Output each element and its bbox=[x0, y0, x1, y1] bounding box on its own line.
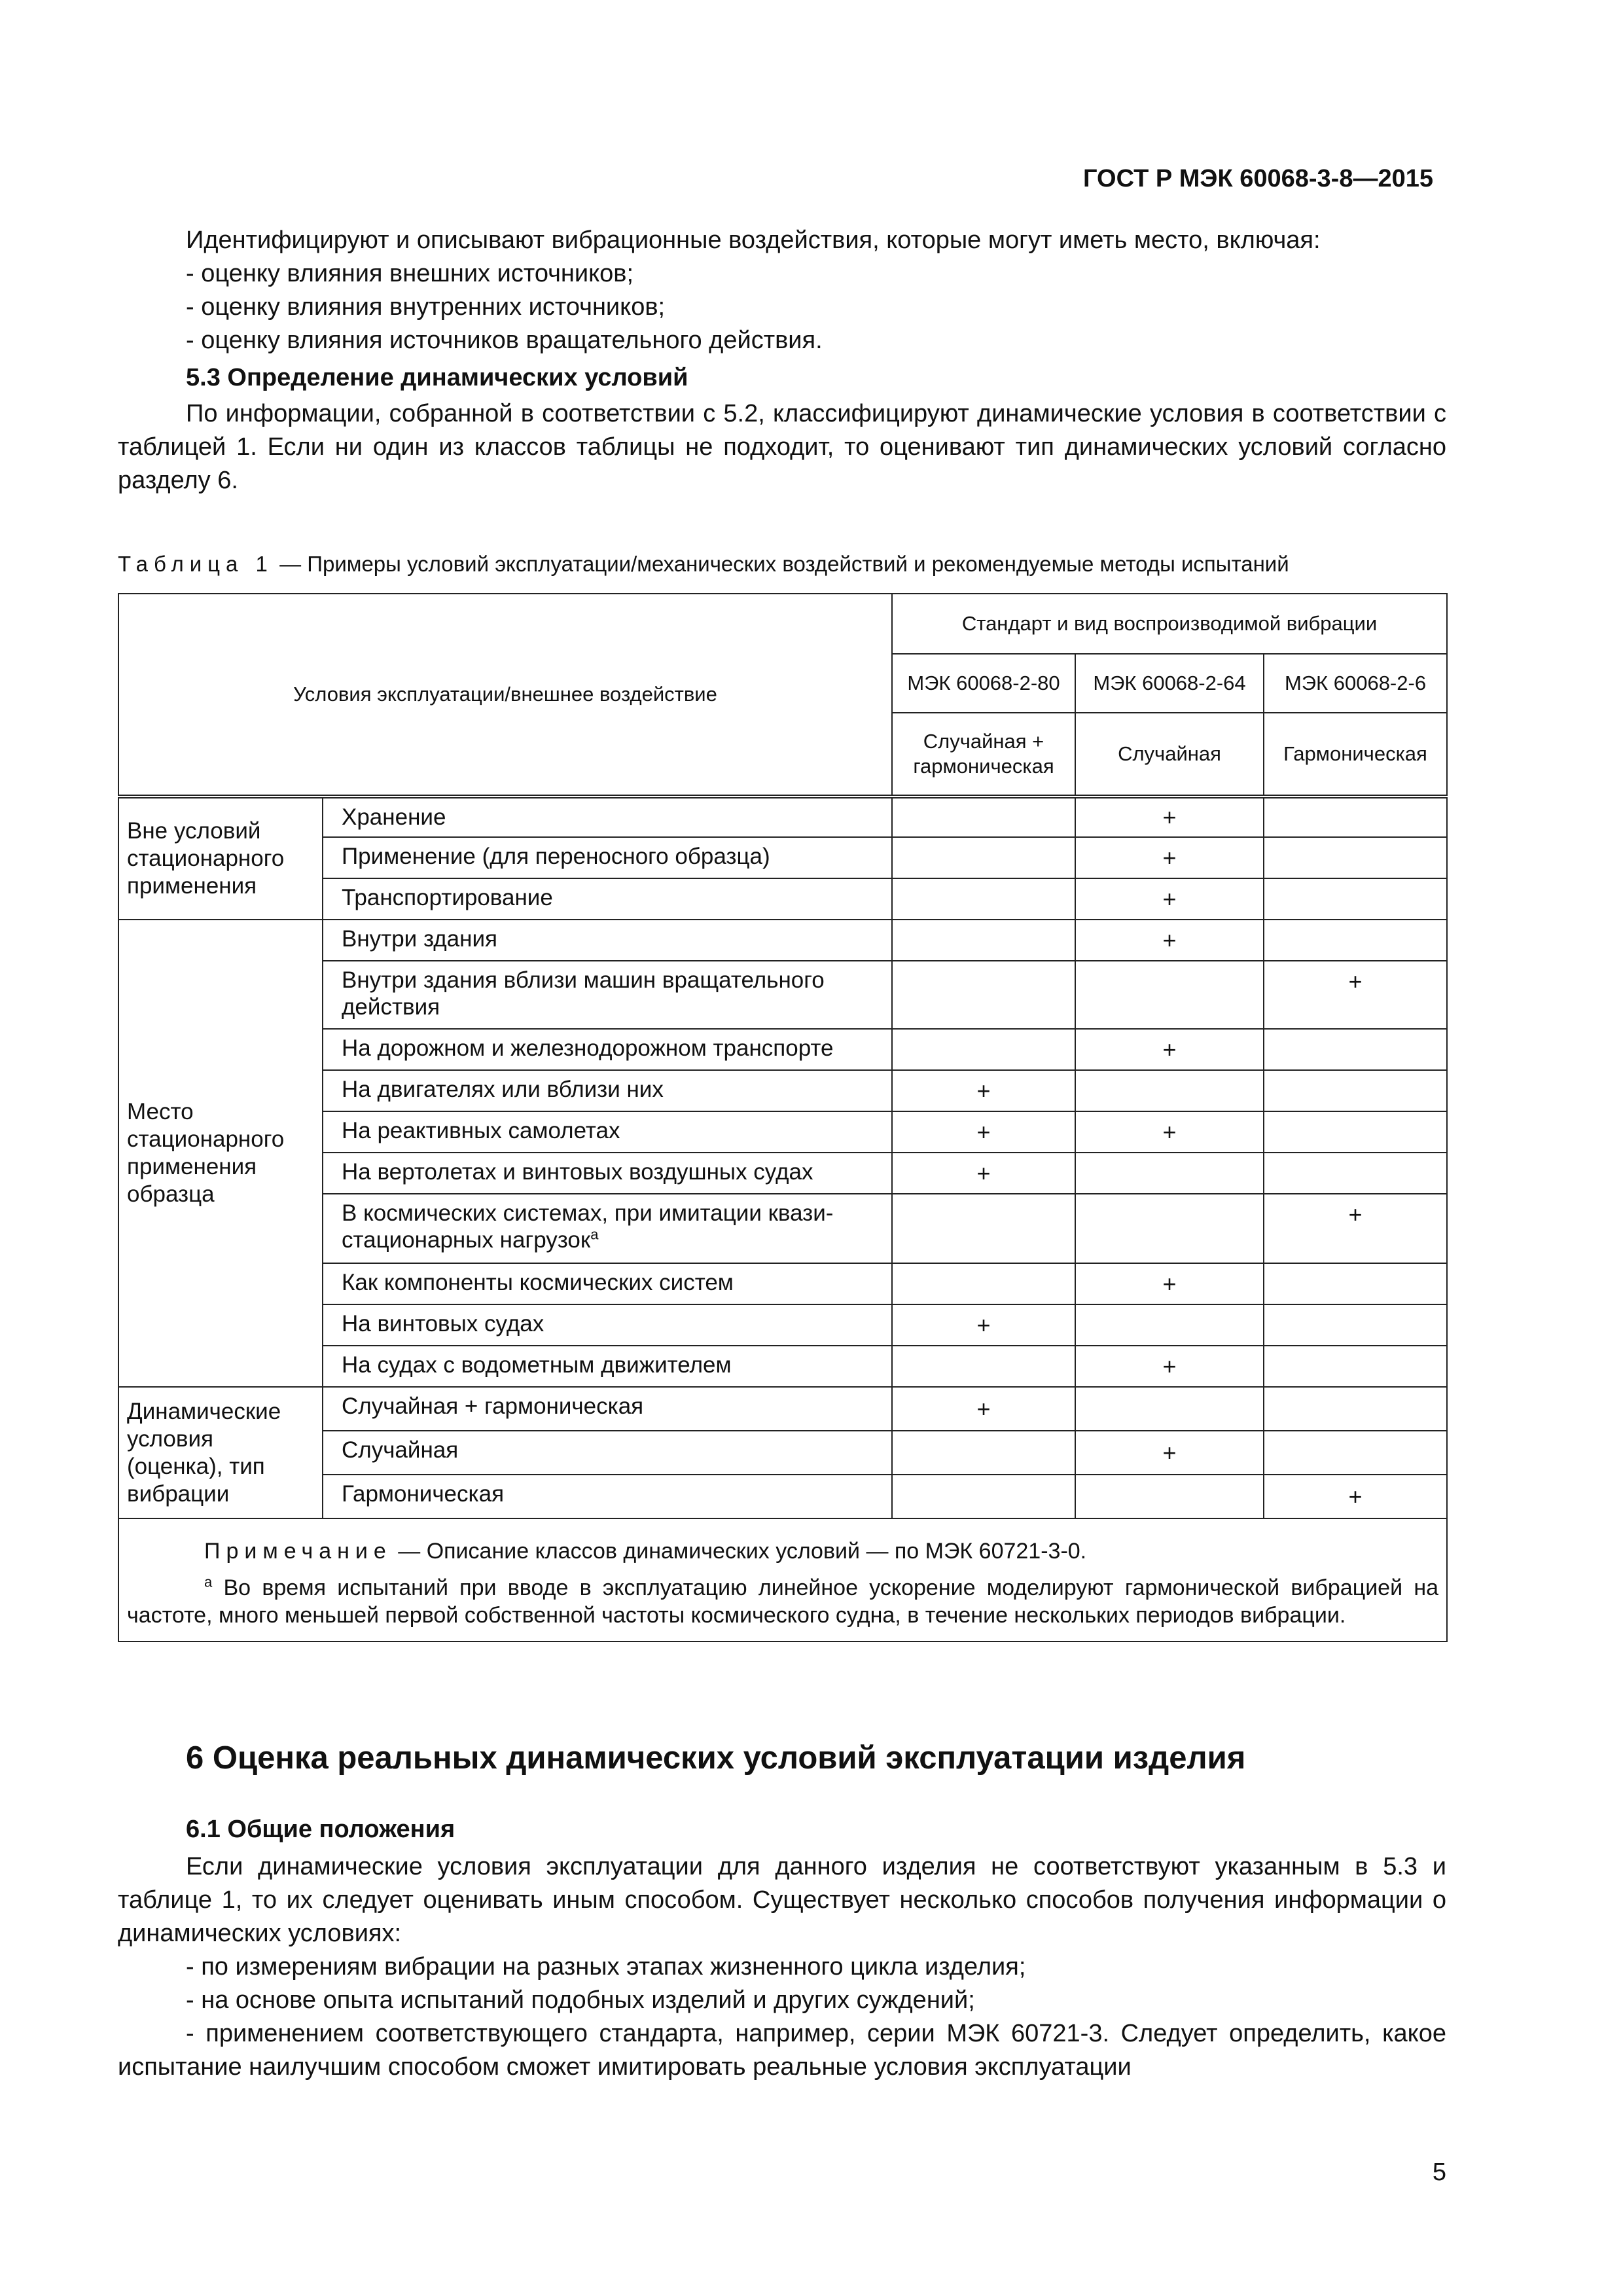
footnote-marker: a bbox=[590, 1226, 599, 1243]
table-header-standard-group: Стандарт и вид воспроизводимой вибрации bbox=[892, 594, 1447, 654]
table-note bbox=[127, 1537, 1438, 1565]
table-mark bbox=[892, 920, 1075, 961]
page-number: 5 bbox=[1432, 2159, 1446, 2186]
table-note-label: Примечание bbox=[204, 1539, 392, 1564]
table-row-label: Хранение bbox=[323, 797, 892, 837]
table-mark bbox=[1075, 1475, 1264, 1518]
table-mark bbox=[1264, 1431, 1447, 1475]
footnote-marker: a bbox=[204, 1573, 213, 1590]
table-mark: + bbox=[1075, 1263, 1264, 1304]
table-mark bbox=[1075, 1153, 1264, 1194]
table-header-type: Случайная bbox=[1075, 713, 1264, 797]
table-mark bbox=[892, 837, 1075, 878]
table-header-conditions: Условия эксплуатации/внешнее воздействие bbox=[118, 594, 892, 797]
table-mark bbox=[1075, 1070, 1264, 1111]
table-row-label: В космических системах, при имитации квази-стационарных нагрузок bbox=[342, 1200, 834, 1253]
document-code-header: ГОСТ Р МЭК 60068-3-8—2015 bbox=[1083, 165, 1433, 192]
table-footnote bbox=[127, 1574, 1438, 1629]
table-mark: + bbox=[1075, 837, 1264, 878]
table-note-cell bbox=[118, 1518, 1447, 1641]
table-mark: + bbox=[1264, 1475, 1447, 1518]
table-mark bbox=[1264, 1263, 1447, 1304]
table-row-label: Случайная bbox=[323, 1431, 892, 1475]
table-mark: + bbox=[1075, 920, 1264, 961]
table-row-label: На вертолетах и винтовых воздушных судах bbox=[323, 1153, 892, 1194]
intro-list-item: - оценку влияния внутренних источников; bbox=[186, 293, 666, 321]
table-row-label: На судах с водометным движителем bbox=[323, 1346, 892, 1387]
section-6-list-item: - применением соответствующего стандарта, например, серии МЭК 60721-3. Следует определить, какое испытание наилучшим способом сможет имитировать реальные условия эксплуатации bbox=[118, 2020, 1446, 2081]
table-mark: + bbox=[892, 1111, 1075, 1153]
table-mark: + bbox=[1264, 961, 1447, 1029]
table-row-label: Транспортирование bbox=[323, 878, 892, 920]
table-mark bbox=[892, 1346, 1075, 1387]
table-mark bbox=[1264, 920, 1447, 961]
table-row-label-with-footnote bbox=[323, 1194, 892, 1263]
table-caption-text: — Примеры условий эксплуатации/механических воздействий и рекомендуемые методы испытаний bbox=[273, 552, 1289, 576]
table-row-label: Гармоническая bbox=[323, 1475, 892, 1518]
section-6-heading: 6 Оценка реальных динамических условий эксплуатации изделия bbox=[186, 1740, 1246, 1776]
table-mark bbox=[892, 1263, 1075, 1304]
table-group-label: Вне условий стационарного применения bbox=[118, 797, 323, 920]
table-mark: + bbox=[892, 1304, 1075, 1346]
table-mark bbox=[892, 1029, 1075, 1070]
table-note-text: — Описание классов динамических условий — по МЭК 60721-3-0. bbox=[391, 1539, 1087, 1564]
table-header-std: МЭК 60068-2-64 bbox=[1075, 654, 1264, 713]
table-mark: + bbox=[1075, 797, 1264, 837]
intro-section bbox=[118, 224, 1446, 497]
table-mark bbox=[1264, 797, 1447, 837]
intro-paragraph: Идентифицируют и описывают вибрационные воздействия, которые могут иметь место, включая: bbox=[186, 226, 1321, 254]
table-row-label: Внутри здания bbox=[323, 920, 892, 961]
table-row-label: На двигателях или вблизи них bbox=[323, 1070, 892, 1111]
table-caption-label: Таблица 1 bbox=[118, 552, 274, 576]
table-mark bbox=[892, 1475, 1075, 1518]
table-mark bbox=[1264, 837, 1447, 878]
table-mark bbox=[1264, 1070, 1447, 1111]
table-mark bbox=[1264, 1346, 1447, 1387]
table-mark bbox=[1264, 1153, 1447, 1194]
table-mark bbox=[892, 961, 1075, 1029]
table-mark bbox=[1264, 1304, 1447, 1346]
table-1 bbox=[118, 593, 1448, 1642]
table-mark bbox=[1075, 961, 1264, 1029]
table-mark bbox=[1264, 1387, 1447, 1431]
table-row-label: На дорожном и железнодорожном транспорте bbox=[323, 1029, 892, 1070]
table-row-label: Применение (для переносного образца) bbox=[323, 837, 892, 878]
table-row-label: Как компоненты космических систем bbox=[323, 1263, 892, 1304]
table-mark: + bbox=[892, 1153, 1075, 1194]
table-mark bbox=[1075, 1304, 1264, 1346]
table-caption bbox=[118, 551, 1446, 577]
table-mark bbox=[1264, 878, 1447, 920]
table-header-type: Случайная + гармоническая bbox=[892, 713, 1075, 797]
table-mark bbox=[1075, 1194, 1264, 1263]
table-mark bbox=[892, 1431, 1075, 1475]
table-header-std: МЭК 60068-2-80 bbox=[892, 654, 1075, 713]
table-mark bbox=[1264, 1111, 1447, 1153]
table-mark bbox=[892, 797, 1075, 837]
table-mark bbox=[892, 878, 1075, 920]
table-header-type: Гармоническая bbox=[1264, 713, 1447, 797]
table-mark bbox=[1075, 1387, 1264, 1431]
table-mark: + bbox=[1264, 1194, 1447, 1263]
table-row-label: На реактивных самолетах bbox=[323, 1111, 892, 1153]
section-6-body bbox=[118, 1813, 1446, 2084]
table-mark: + bbox=[1075, 878, 1264, 920]
table-mark: + bbox=[892, 1070, 1075, 1111]
table-group-label: Динамические условия (оценка), тип вибрации bbox=[118, 1387, 323, 1518]
section-5-3-paragraph: По информации, собранной в соответствии с 5.2, классифицируют динамические условия в соответствии с таблицей 1. Если ни один из классов таблицы не подходит, то оценивают тип динамических условий согласно разделу 6. bbox=[118, 400, 1446, 494]
section-6-1-title: 6.1 Общие положения bbox=[186, 1816, 455, 1843]
table-mark: + bbox=[1075, 1431, 1264, 1475]
intro-list-item: - оценку влияния источников вращательного действия. bbox=[186, 327, 823, 354]
table-mark: + bbox=[1075, 1111, 1264, 1153]
table-group-label: Место стационарного применения образца bbox=[118, 920, 323, 1387]
table-mark bbox=[892, 1194, 1075, 1263]
table-row-label: На винтовых судах bbox=[323, 1304, 892, 1346]
table-mark: + bbox=[892, 1387, 1075, 1431]
table-header-std: МЭК 60068-2-6 bbox=[1264, 654, 1447, 713]
table-mark: + bbox=[1075, 1029, 1264, 1070]
section-6-list-item: - на основе опыта испытаний подобных изделий и других суждений; bbox=[186, 1986, 975, 2014]
table-row-label: Внутри здания вблизи машин вращательного действия bbox=[323, 961, 892, 1029]
section-6-list-item: - по измерениям вибрации на разных этапах жизненного цикла изделия; bbox=[186, 1953, 1026, 1981]
table-row-label: Случайная + гармоническая bbox=[323, 1387, 892, 1431]
table-mark bbox=[1264, 1029, 1447, 1070]
table-footnote-text: Во время испытаний при вводе в эксплуатацию линейное ускорение моделируют гармонической вибрацией на частоте, много меньшей первой собственной частоты космического судна, в течение нескольких периодов вибрации. bbox=[127, 1575, 1439, 1628]
section-6-1-paragraph: Если динамические условия эксплуатации для данного изделия не соответствуют указанным в 5.3 и таблице 1, то их следует оценивать иным способом. Существует несколько способов получения информации о динамических условиях: bbox=[118, 1853, 1446, 1947]
table-mark: + bbox=[1075, 1346, 1264, 1387]
section-5-3-title: 5.3 Определение динамических условий bbox=[186, 364, 688, 391]
intro-list-item: - оценку влияния внешних источников; bbox=[186, 260, 634, 287]
